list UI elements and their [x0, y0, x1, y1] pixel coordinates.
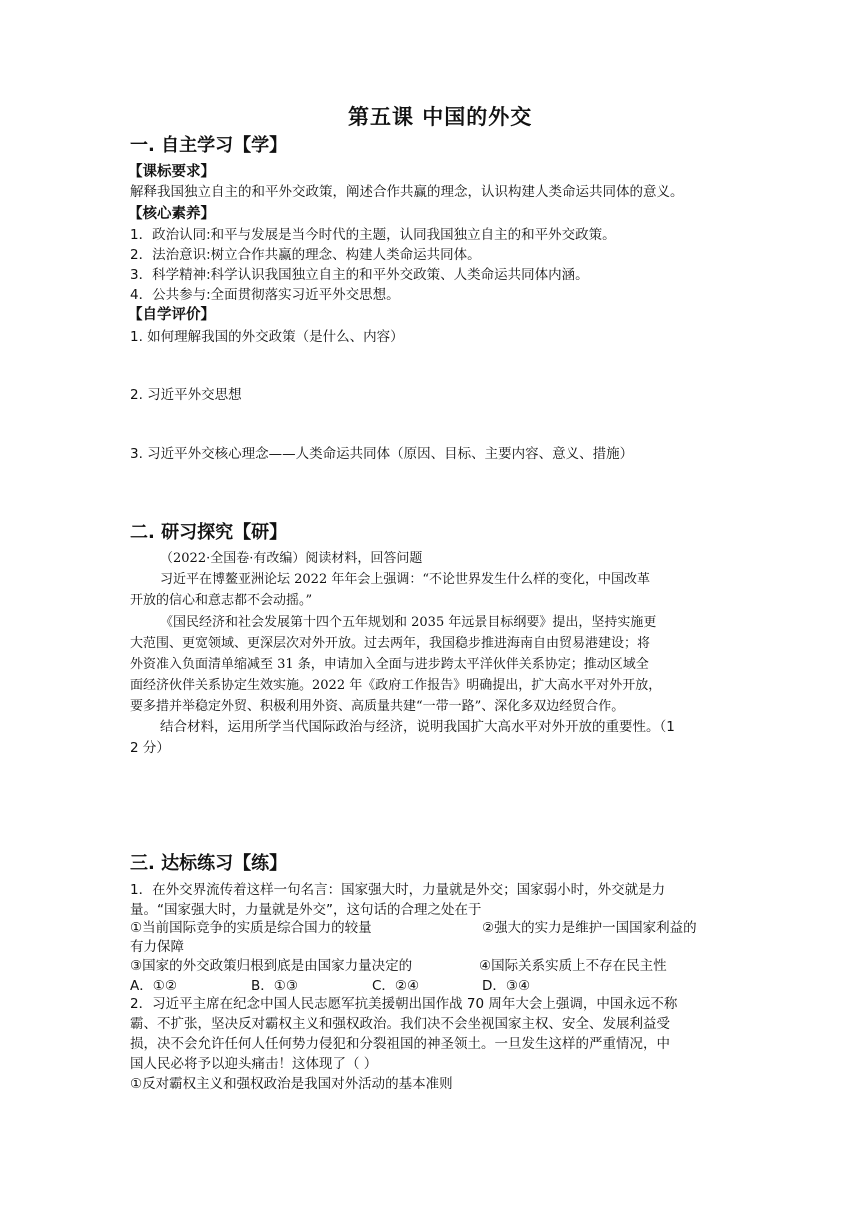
material-paragraph-line: 大范围、更宽领域、更深层次对外开放。过去两年，我国稳步推进海南自由贸易港建设；将 [130, 636, 651, 651]
material-paragraph-line: 习近平在博鳌亚洲论坛 2022 年年会上强调：“不论世界发生什么样的变化，中国改革 [160, 572, 650, 587]
literacy-item: 2．法治意识:树立合作共赢的理念、构建人类命运共同体。 [130, 247, 481, 263]
option-1: ①反对霸权主义和强权政治是我国对外活动的基本准则 [130, 1076, 453, 1092]
question-stem-line: 量。“国家强大时，力量就是外交”，这句话的合理之处在于 [130, 902, 482, 918]
literacy-item: 4．公共参与:全面贯彻落实习近平外交思想。 [130, 287, 400, 303]
question-stem-line: 霸、不扩张，坚决反对霸权主义和强权政治。我们决不会坐视国家主权、安全、发展利益受 [130, 1016, 670, 1032]
option-2: ②强大的实力是维护一国国家利益的 [482, 920, 697, 936]
material-paragraph-line: 《国民经济和社会发展第十四个五年规划和 2035 年远景目标纲要》提出，坚持实施更 [160, 615, 657, 630]
question-stem-line: 损，决不会允许任何人任何势力侵犯和分裂祖国的神圣领土。一旦发生这样的严重情况，中 [130, 1036, 670, 1052]
material-paragraph-line: 开放的信心和意志都不会动摇。” [130, 593, 313, 608]
study-question-line: 结合材料，运用所学当代国际政治与经济，说明我国扩大高水平对外开放的重要性。（1 [160, 719, 675, 735]
option-1: ①当前国际竞争的实质是综合国力的较量 [130, 920, 372, 936]
study-question-line: 2 分） [130, 740, 170, 756]
self-eval-question: 2. 习近平外交思想 [130, 387, 242, 403]
curriculum-text: 解释我国独立自主的和平外交政策，阐述合作共赢的理念，认识构建人类命运共同体的意义。 [130, 184, 684, 200]
curriculum-label: 【课标要求】 [128, 164, 215, 180]
literacy-item: 3．科学精神:科学认识我国独立自主的和平外交政策、人类命运共同体内涵。 [130, 267, 589, 283]
choice-d: D．③④ [482, 978, 531, 994]
self-eval-question: 3. 习近平外交核心理念——人类命运共同体（原因、目标、主要内容、意义、措施） [130, 446, 634, 462]
question-stem-line: 1．在外交界流传着这样一句名言：国家强大时，力量就是外交；国家弱小时，外交就是力 [130, 882, 666, 898]
question-stem-line: 2．习近平主席在纪念中国人民志愿军抗美援朝出国作战 70 周年大会上强调，中国永远不称 [130, 996, 678, 1012]
choice-a: A．①② [130, 978, 177, 994]
literacy-label: 【核心素养】 [128, 206, 215, 222]
literacy-item: 1．政治认同:和平与发展是当今时代的主题，认同我国独立自主的和平外交政策。 [130, 227, 616, 243]
material-paragraph-line: 要多措并举稳定外贸、积极利用外资、高质量共建“一带一路”、深化多双边经贸合作。 [130, 699, 625, 714]
material-paragraph-line: 外资准入负面清单缩减至 31 条，申请加入全面与进步跨太平洋伙伴关系协定；推动区域全 [130, 657, 649, 672]
material-source: （2022·全国卷·有改编）阅读材料，回答问题 [160, 551, 423, 566]
question-stem-line: 国人民必将予以迎头痛击！这体现了（ ） [130, 1056, 378, 1072]
section3-heading: 三. 达标练习【练】 [130, 853, 288, 874]
section1-heading: 一. 自主学习【学】 [130, 135, 288, 156]
material-paragraph-line: 面经济伙伴关系协定生效实施。2022 年《政府工作报告》明确提出，扩大高水平对外开放， [130, 678, 662, 693]
choice-c: C．②④ [372, 978, 420, 994]
choice-b: B．①③ [251, 978, 298, 994]
self-eval-question: 1. 如何理解我国的外交政策（是什么、内容） [130, 329, 404, 345]
self-eval-label: 【自学评价】 [128, 307, 215, 323]
option-2-continued: 有力保障 [130, 939, 184, 955]
lesson-title: 第五课 中国的外交 [348, 105, 533, 129]
option-3: ③国家的外交政策归根到底是由国家力量决定的 [130, 958, 413, 974]
section2-heading: 二. 研习探究【研】 [130, 522, 288, 543]
option-4: ④国际关系实质上不存在民主性 [479, 958, 667, 974]
